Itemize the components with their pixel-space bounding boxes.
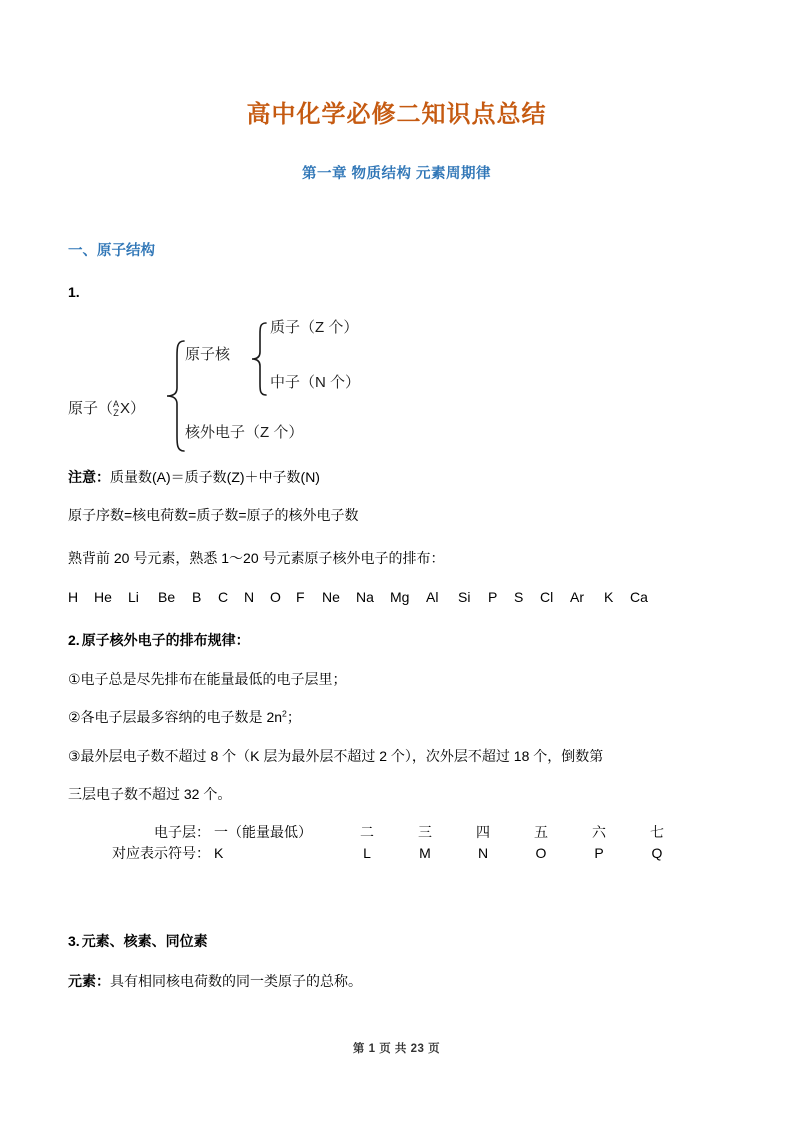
atomic-number: Z	[113, 408, 119, 419]
symbol-cell-5: O	[535, 845, 547, 861]
element-symbol: P	[488, 589, 498, 605]
symbol-cell-4: N	[477, 845, 489, 861]
shell-cell-7: 七	[650, 824, 664, 840]
element-symbol: Be	[158, 589, 176, 605]
diagram-node-proton: 质子（Z 个）	[270, 319, 359, 336]
table-row-shell-names	[60, 822, 680, 843]
element-symbol: B	[192, 589, 202, 605]
symbol-cell-6: P	[594, 845, 604, 861]
section-heading-atomic-structure: 一、原子结构	[68, 243, 155, 259]
atom-structure-diagram	[60, 312, 480, 460]
element-symbol: Li	[128, 589, 139, 605]
diagram-node-nucleus: 原子核	[185, 346, 231, 363]
element-symbol: Mg	[390, 589, 410, 605]
rule-2-text: ②各电子层最多容纳的电子数是 2n	[68, 709, 283, 725]
page-footer: 第 1 页 共 23 页	[352, 1043, 441, 1055]
rules-heading-text: 原子核外电子的排布规律：	[81, 632, 250, 648]
rule-2	[68, 706, 301, 728]
element-symbol: O	[270, 589, 281, 605]
element-symbol: Na	[356, 589, 374, 605]
table-row-shell-symbols	[60, 843, 680, 864]
row-label-symbol: 对应表示符号：	[112, 845, 210, 861]
diagram-node-atom	[68, 400, 145, 418]
shell-cell-4: 四	[476, 824, 490, 840]
symbol-cell-2: L	[363, 845, 371, 861]
element-symbol: Cl	[540, 589, 554, 605]
diagram-node-neutron: 中子（N 个）	[270, 374, 361, 391]
heading-electron-arrangement-rules	[68, 629, 250, 651]
element-heading-number: 3.	[68, 933, 80, 949]
chapter-subtitle: 第一章 物质结构 元素周期律	[301, 166, 492, 182]
element-symbol: K	[604, 589, 614, 605]
element-symbol: C	[218, 589, 229, 605]
element-symbol: F	[296, 589, 305, 605]
element-symbol-row	[68, 586, 660, 608]
element-symbol: Si	[458, 589, 471, 605]
list-number-1: 1.	[68, 284, 80, 300]
element-symbol: H	[68, 589, 79, 605]
rule-3-line-2: 三层电子数不超过 32 个。	[68, 786, 232, 802]
attention-label: 注意：	[68, 469, 110, 485]
element-symbol: S	[514, 589, 524, 605]
diagram-atom-suffix: ）	[130, 400, 146, 417]
rule-2-exponent: 2	[282, 708, 287, 719]
mass-number-formula: 质量数(A)＝质子数(Z)＋中子数(N)	[110, 469, 320, 485]
page-title: 高中化学必修二知识点总结	[246, 101, 547, 128]
shell-cell-3: 三	[418, 824, 432, 840]
inner-brace-icon	[250, 320, 270, 398]
element-symbol: He	[94, 589, 112, 605]
element-term-definition: 具有相同核电荷数的同一类原子的总称。	[110, 973, 362, 989]
mass-number: A	[113, 399, 120, 410]
row-label-shell: 电子层：	[154, 824, 210, 840]
heading-element-nuclide-isotope	[68, 930, 208, 952]
symbol-cell-3: M	[419, 845, 431, 861]
element-symbol: Al	[426, 589, 439, 605]
shell-cell-5: 五	[534, 824, 548, 840]
isotope-az-notation	[113, 400, 119, 418]
element-symbol: Ca	[630, 589, 648, 605]
rule-3-line-1: ③最外层电子数不超过 8 个（K 层为最外层不超过 2 个），次外层不超过 18 个，倒数第	[68, 748, 604, 764]
element-definition-line	[68, 970, 362, 992]
shell-cell-1: 一（能量最低）	[214, 824, 312, 840]
diagram-atom-prefix: 原子（	[68, 400, 114, 417]
element-symbol-x: X	[120, 400, 131, 417]
element-symbol: Ar	[570, 589, 584, 605]
shell-cell-6: 六	[592, 824, 606, 840]
rule-2-suffix: ；	[286, 709, 301, 725]
rule-1: ①电子总是尽先排布在能量最低的电子层里；	[68, 671, 347, 687]
element-symbol: Ne	[322, 589, 340, 605]
diagram-node-outer-electron: 核外电子（Z 个）	[185, 424, 304, 441]
rules-heading-number: 2.	[68, 632, 80, 648]
electron-shell-table	[60, 822, 680, 864]
element-term-label: 元素：	[68, 973, 110, 989]
symbol-cell-7: Q	[651, 845, 663, 861]
atomic-number-relation: 原子序数=核电荷数=质子数=原子的核外电子数	[68, 507, 359, 523]
shell-cell-2: 二	[360, 824, 374, 840]
element-symbol: N	[244, 589, 255, 605]
memorize-elements-line: 熟背前 20 号元素，熟悉 1～20 号元素原子核外电子的排布：	[68, 550, 445, 566]
symbol-cell-1: K	[214, 845, 224, 861]
element-heading-text: 元素、核素、同位素	[81, 933, 208, 949]
attention-line	[68, 466, 320, 488]
